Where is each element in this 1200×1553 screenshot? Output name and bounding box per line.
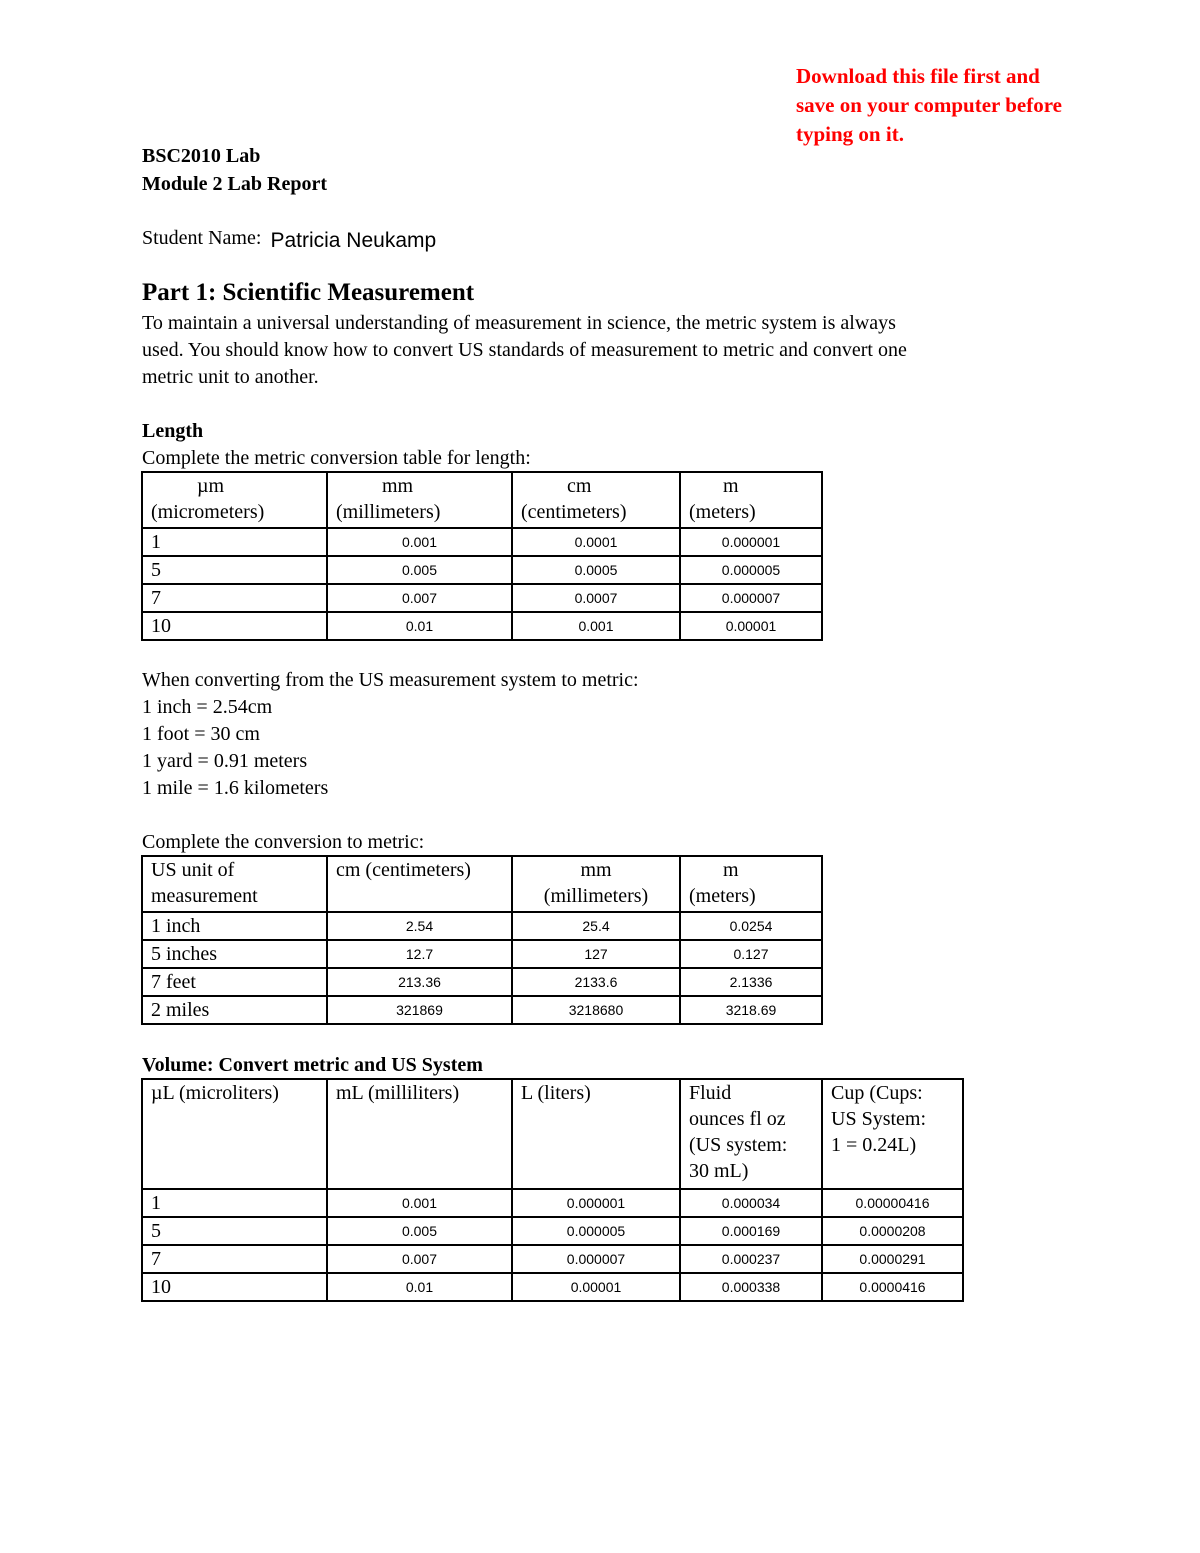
answer-cell[interactable]: 3218680 — [512, 996, 680, 1024]
us-conversion-intro: When converting from the US measurement system to metric: — [142, 669, 639, 691]
answer-cell[interactable]: 0.007 — [327, 584, 512, 612]
table-row — [142, 1273, 963, 1301]
header-cell: µL (microliters) — [142, 1079, 327, 1189]
table-row — [142, 1189, 963, 1217]
answer-cell[interactable]: 0.0007 — [512, 584, 680, 612]
table-row — [142, 1245, 963, 1273]
table-row — [142, 940, 822, 968]
notice-line: save on your computer before — [796, 93, 1062, 117]
course-title: BSC2010 Lab — [142, 145, 261, 167]
table-cell: 7 feet — [142, 968, 327, 996]
answer-cell[interactable]: 0.0005 — [512, 556, 680, 584]
table-cell: 7 — [142, 584, 327, 612]
answer-cell[interactable]: 0.000007 — [680, 584, 822, 612]
answer-cell[interactable]: 127 — [512, 940, 680, 968]
intro-line: metric unit to another. — [142, 366, 319, 388]
answer-cell[interactable]: 0.00001 — [680, 612, 822, 640]
answer-cell[interactable]: 2133.6 — [512, 968, 680, 996]
table-cell: 7 — [142, 1245, 327, 1273]
table-row — [142, 996, 822, 1024]
intro-line: To maintain a universal understanding of measurement in science, the metric system is always — [142, 312, 896, 334]
header-cell: mm (millimeters) — [512, 856, 680, 912]
answer-cell[interactable]: 0.01 — [327, 612, 512, 640]
table-header-row — [142, 1079, 963, 1189]
answer-cell[interactable]: 0.0001 — [512, 528, 680, 556]
answer-cell[interactable]: 321869 — [327, 996, 512, 1024]
table-cell: 5 inches — [142, 940, 327, 968]
student-name-row — [142, 224, 436, 252]
table-row — [142, 528, 822, 556]
conversion-fact: 1 mile = 1.6 kilometers — [142, 777, 329, 799]
conversion-fact: 1 yard = 0.91 meters — [142, 750, 308, 772]
header-cell: mL (milliliters) — [327, 1079, 512, 1189]
answer-cell[interactable]: 0.0000416 — [822, 1273, 963, 1301]
answer-cell[interactable]: 0.000169 — [680, 1217, 822, 1245]
intro-line: used. You should know how to convert US standards of measurement to metric and convert one — [142, 339, 907, 361]
answer-cell[interactable]: 0.001 — [512, 612, 680, 640]
table-cell: 1 inch — [142, 912, 327, 940]
length-instruction: Complete the metric conversion table for length: — [142, 447, 531, 469]
table-cell: 1 — [142, 528, 327, 556]
table-row — [142, 968, 822, 996]
answer-cell[interactable]: 25.4 — [512, 912, 680, 940]
header-cell: mm (millimeters) — [327, 472, 512, 528]
answer-cell[interactable]: 0.005 — [327, 1217, 512, 1245]
table-cell: 10 — [142, 612, 327, 640]
answer-cell[interactable]: 0.000005 — [512, 1217, 680, 1245]
conversion-fact: 1 foot = 30 cm — [142, 723, 260, 745]
answer-cell[interactable]: 0.000034 — [680, 1189, 822, 1217]
answer-cell[interactable]: 0.001 — [327, 1189, 512, 1217]
table-cell: 5 — [142, 1217, 327, 1245]
table-cell: 2 miles — [142, 996, 327, 1024]
table-cell: 10 — [142, 1273, 327, 1301]
volume-table — [141, 1078, 964, 1302]
us-table-instruction: Complete the conversion to metric: — [142, 831, 425, 853]
table-row — [142, 556, 822, 584]
answer-cell[interactable]: 0.00000416 — [822, 1189, 963, 1217]
answer-cell[interactable]: 0.0000291 — [822, 1245, 963, 1273]
header-cell: cm (centimeters) — [512, 472, 680, 528]
answer-cell[interactable]: 0.005 — [327, 556, 512, 584]
answer-cell[interactable]: 2.1336 — [680, 968, 822, 996]
answer-cell[interactable]: 0.127 — [680, 940, 822, 968]
table-cell: 1 — [142, 1189, 327, 1217]
student-name-label: Student Name: — [142, 227, 262, 249]
header-cell: m (meters) — [680, 472, 822, 528]
answer-cell[interactable]: 0.000237 — [680, 1245, 822, 1273]
answer-cell[interactable]: 0.000005 — [680, 556, 822, 584]
us-conversion-table — [141, 855, 823, 1025]
table-header-row — [142, 472, 822, 528]
answer-cell[interactable]: 0.000001 — [512, 1189, 680, 1217]
volume-heading: Volume: Convert metric and US System — [142, 1054, 483, 1076]
header-cell: L (liters) — [512, 1079, 680, 1189]
header-cell: US unit of measurement — [142, 856, 327, 912]
header-cell: µm (micrometers) — [142, 472, 327, 528]
notice-line: Download this file first and — [796, 64, 1040, 88]
answer-cell[interactable]: 0.007 — [327, 1245, 512, 1273]
answer-cell[interactable]: 213.36 — [327, 968, 512, 996]
report-title: Module 2 Lab Report — [142, 173, 327, 195]
answer-cell[interactable]: 0.000001 — [680, 528, 822, 556]
download-notice — [796, 62, 1126, 149]
table-header-row — [142, 856, 822, 912]
answer-cell[interactable]: 2.54 — [327, 912, 512, 940]
table-cell: 5 — [142, 556, 327, 584]
answer-cell[interactable]: 3218.69 — [680, 996, 822, 1024]
student-name-value[interactable]: Patricia Neukamp — [270, 229, 437, 252]
notice-line: typing on it. — [796, 122, 904, 146]
part1-title: Part 1: Scientific Measurement — [142, 279, 475, 306]
answer-cell[interactable]: 0.01 — [327, 1273, 512, 1301]
answer-cell[interactable]: 0.001 — [327, 528, 512, 556]
answer-cell[interactable]: 0.0254 — [680, 912, 822, 940]
header-cell: cm (centimeters) — [327, 856, 512, 912]
answer-cell[interactable]: 0.000007 — [512, 1245, 680, 1273]
table-row — [142, 612, 822, 640]
length-table — [141, 471, 823, 641]
header-cell: Fluid ounces fl oz (US system: 30 mL) — [680, 1079, 822, 1189]
header-cell: m (meters) — [680, 856, 822, 912]
conversion-fact: 1 inch = 2.54cm — [142, 696, 273, 718]
header-cell: Cup (Cups: US System: 1 = 0.24L) — [822, 1079, 963, 1189]
table-row — [142, 584, 822, 612]
table-row — [142, 1217, 963, 1245]
answer-cell[interactable]: 12.7 — [327, 940, 512, 968]
answer-cell[interactable]: 0.000338 — [680, 1273, 822, 1301]
answer-cell[interactable]: 0.00001 — [512, 1273, 680, 1301]
table-row — [142, 912, 822, 940]
answer-cell[interactable]: 0.0000208 — [822, 1217, 963, 1245]
length-heading: Length — [142, 420, 204, 442]
